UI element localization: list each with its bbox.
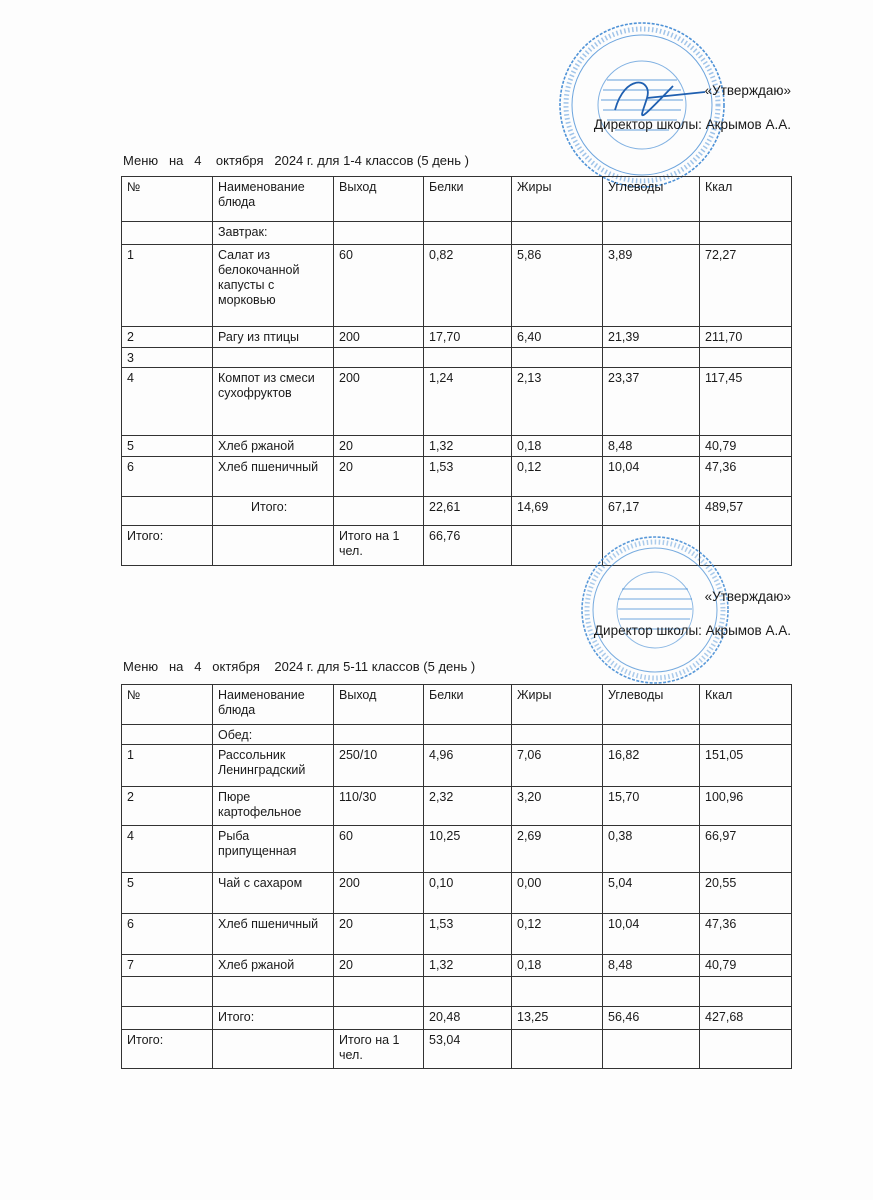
table-total-row	[122, 1007, 792, 1030]
table-cell: 47,36	[700, 457, 792, 497]
table-row	[122, 977, 792, 1007]
approval-heading: «Утверждаю»	[704, 589, 791, 604]
table-cell: 40,79	[700, 436, 792, 457]
table-cell	[512, 725, 603, 745]
table-cell	[603, 725, 700, 745]
table-row	[122, 873, 792, 914]
table-cell: Рассольник Ленинградский	[213, 745, 334, 787]
table-cell: 200	[334, 368, 424, 436]
table-row	[122, 955, 792, 977]
table-cell	[603, 1030, 700, 1069]
table-cell: 5	[122, 436, 213, 457]
header-cell: Ккал	[700, 685, 792, 725]
table-cell	[122, 222, 213, 245]
table-cell: 20	[334, 457, 424, 497]
table-cell	[122, 1007, 213, 1030]
table-cell: 21,39	[603, 327, 700, 348]
table-header-row	[122, 685, 792, 725]
table-cell: 6,40	[512, 327, 603, 348]
table-cell: 1	[122, 245, 213, 327]
table-cell: 2	[122, 787, 213, 826]
menu-table	[121, 176, 792, 566]
table-cell: 0,12	[512, 457, 603, 497]
table-cell: 2,32	[424, 787, 512, 826]
table-row	[122, 745, 792, 787]
table-cell: Пюре картофельное	[213, 787, 334, 826]
table-cell: 1	[122, 745, 213, 787]
table-cell: 13,25	[512, 1007, 603, 1030]
table-cell: 1,32	[424, 955, 512, 977]
table-row	[122, 826, 792, 873]
table-cell: Итого на 1 чел.	[334, 526, 424, 566]
header-cell: Выход	[334, 177, 424, 222]
table-cell: 10,04	[603, 457, 700, 497]
table-cell: 7	[122, 955, 213, 977]
table-cell: 20,48	[424, 1007, 512, 1030]
table-cell	[213, 1030, 334, 1069]
table-cell	[424, 725, 512, 745]
table-cell	[700, 348, 792, 368]
table-cell: 0,18	[512, 436, 603, 457]
table-cell: 20	[334, 955, 424, 977]
table-cell: Хлеб ржаной	[213, 955, 334, 977]
table-cell: 489,57	[700, 497, 792, 526]
table-cell: 14,69	[512, 497, 603, 526]
table-cell: 4	[122, 826, 213, 873]
table-cell	[334, 497, 424, 526]
table-cell: 6	[122, 457, 213, 497]
table-cell: 151,05	[700, 745, 792, 787]
header-cell: Углеводы	[603, 685, 700, 725]
table-cell: 23,37	[603, 368, 700, 436]
table-cell: 66,97	[700, 826, 792, 873]
table-row	[122, 457, 792, 497]
table-cell: 1,53	[424, 914, 512, 955]
table-row	[122, 725, 792, 745]
table-cell: 1,53	[424, 457, 512, 497]
table-cell: Хлеб ржаной	[213, 436, 334, 457]
director-signature-line: Директор школы: Акрымов А.А.	[593, 623, 791, 638]
table-cell	[424, 977, 512, 1007]
table-cell	[700, 222, 792, 245]
table-cell: Итого:	[213, 1007, 334, 1030]
table-cell	[512, 348, 603, 368]
table-cell	[122, 725, 213, 745]
table-cell: 110/30	[334, 787, 424, 826]
header-cell: Белки	[424, 177, 512, 222]
approval-heading: «Утверждаю»	[704, 83, 791, 98]
header-cell: Жиры	[512, 177, 603, 222]
table-cell: 0,82	[424, 245, 512, 327]
table-cell	[512, 1030, 603, 1069]
table-cell	[424, 222, 512, 245]
school-seal-stamp	[578, 533, 733, 688]
table-cell: 16,82	[603, 745, 700, 787]
table-cell: Итого:	[213, 497, 334, 526]
table-cell: Рыба припущенная	[213, 826, 334, 873]
table-row	[122, 436, 792, 457]
table-cell: 1,24	[424, 368, 512, 436]
table-cell: 0,38	[603, 826, 700, 873]
table-cell: 60	[334, 826, 424, 873]
header-cell: Белки	[424, 685, 512, 725]
menu-table	[121, 684, 792, 1069]
table-row	[122, 245, 792, 327]
table-cell	[424, 348, 512, 368]
table-cell: 60	[334, 245, 424, 327]
table-cell: 40,79	[700, 955, 792, 977]
table-cell: 8,48	[603, 436, 700, 457]
table-cell	[334, 977, 424, 1007]
table-cell: 67,17	[603, 497, 700, 526]
table-cell: 0,00	[512, 873, 603, 914]
table-cell: 2,69	[512, 826, 603, 873]
table-cell: 53,04	[424, 1030, 512, 1069]
table-cell: 56,46	[603, 1007, 700, 1030]
table-cell	[213, 526, 334, 566]
school-seal-stamp	[555, 18, 730, 193]
table-cell: Салат из белокочанной капусты с морковью	[213, 245, 334, 327]
table-cell: 20	[334, 436, 424, 457]
table-cell	[334, 348, 424, 368]
table-cell: 72,27	[700, 245, 792, 327]
table-cell	[512, 977, 603, 1007]
table-cell	[700, 1030, 792, 1069]
table-cell: 3,89	[603, 245, 700, 327]
table-cell: Обед:	[213, 725, 334, 745]
table-row	[122, 348, 792, 368]
table-row	[122, 368, 792, 436]
table-cell: 4	[122, 368, 213, 436]
table-cell: 10,25	[424, 826, 512, 873]
table-cell: 47,36	[700, 914, 792, 955]
table-cell: 66,76	[424, 526, 512, 566]
table-cell: 5	[122, 873, 213, 914]
table-cell	[122, 977, 213, 1007]
menu-title: Меню на 4 октября 2024 г. для 5-11 классов (5 день )	[123, 659, 476, 674]
table-cell	[213, 348, 334, 368]
table-cell: 5,86	[512, 245, 603, 327]
table-cell	[213, 977, 334, 1007]
table-row	[122, 327, 792, 348]
header-cell: Наименование блюда	[213, 685, 334, 725]
table-cell: 2	[122, 327, 213, 348]
table-cell: 20,55	[700, 873, 792, 914]
table-cell	[334, 725, 424, 745]
table-cell: Итого на 1 чел.	[334, 1030, 424, 1069]
table-row	[122, 914, 792, 955]
table-cell: 200	[334, 327, 424, 348]
table-cell: Хлеб пшеничный	[213, 457, 334, 497]
table-cell	[603, 348, 700, 368]
director-signature-line: Директор школы: Акрымов А.А.	[593, 117, 791, 132]
table-cell: Хлеб пшеничный	[213, 914, 334, 955]
table-cell: 5,04	[603, 873, 700, 914]
table-cell: 6	[122, 914, 213, 955]
table-cell: 3,20	[512, 787, 603, 826]
table-cell: 117,45	[700, 368, 792, 436]
table-cell: 20	[334, 914, 424, 955]
table-header-row	[122, 177, 792, 222]
header-cell: Жиры	[512, 685, 603, 725]
table-cell: 8,48	[603, 955, 700, 977]
table-total-row	[122, 497, 792, 526]
table-cell: 15,70	[603, 787, 700, 826]
table-cell: Рагу из птицы	[213, 327, 334, 348]
table-cell: 1,32	[424, 436, 512, 457]
header-cell: №	[122, 685, 213, 725]
table-cell: 3	[122, 348, 213, 368]
table-cell	[334, 1007, 424, 1030]
table-cell: 2,13	[512, 368, 603, 436]
table-cell: 0,10	[424, 873, 512, 914]
table-cell: 0,18	[512, 955, 603, 977]
table-cell: 100,96	[700, 787, 792, 826]
table-cell: Чай с сахаром	[213, 873, 334, 914]
table-cell: 10,04	[603, 914, 700, 955]
table-cell	[700, 977, 792, 1007]
table-cell	[700, 725, 792, 745]
header-cell: Ккал	[700, 177, 792, 222]
table-cell	[512, 222, 603, 245]
table-cell: 200	[334, 873, 424, 914]
header-cell: Наименование блюда	[213, 177, 334, 222]
table-row	[122, 787, 792, 826]
table-summary-row	[122, 1030, 792, 1069]
table-cell	[334, 222, 424, 245]
menu-title: Меню на 4 октября 2024 г. для 1-4 классов (5 день )	[123, 153, 469, 168]
header-cell: №	[122, 177, 213, 222]
table-cell: 0,12	[512, 914, 603, 955]
table-cell: 4,96	[424, 745, 512, 787]
table-cell: Итого:	[122, 526, 213, 566]
table-cell: Итого:	[122, 1030, 213, 1069]
header-cell: Выход	[334, 685, 424, 725]
table-cell: 250/10	[334, 745, 424, 787]
table-cell: Завтрак:	[213, 222, 334, 245]
header-cell: Углеводы	[603, 177, 700, 222]
table-cell: 7,06	[512, 745, 603, 787]
table-cell	[122, 497, 213, 526]
table-row	[122, 222, 792, 245]
table-cell: 427,68	[700, 1007, 792, 1030]
table-cell	[603, 977, 700, 1007]
table-cell: 17,70	[424, 327, 512, 348]
table-cell: 22,61	[424, 497, 512, 526]
table-cell: 211,70	[700, 327, 792, 348]
table-cell: Компот из смеси сухофруктов	[213, 368, 334, 436]
table-cell	[603, 222, 700, 245]
